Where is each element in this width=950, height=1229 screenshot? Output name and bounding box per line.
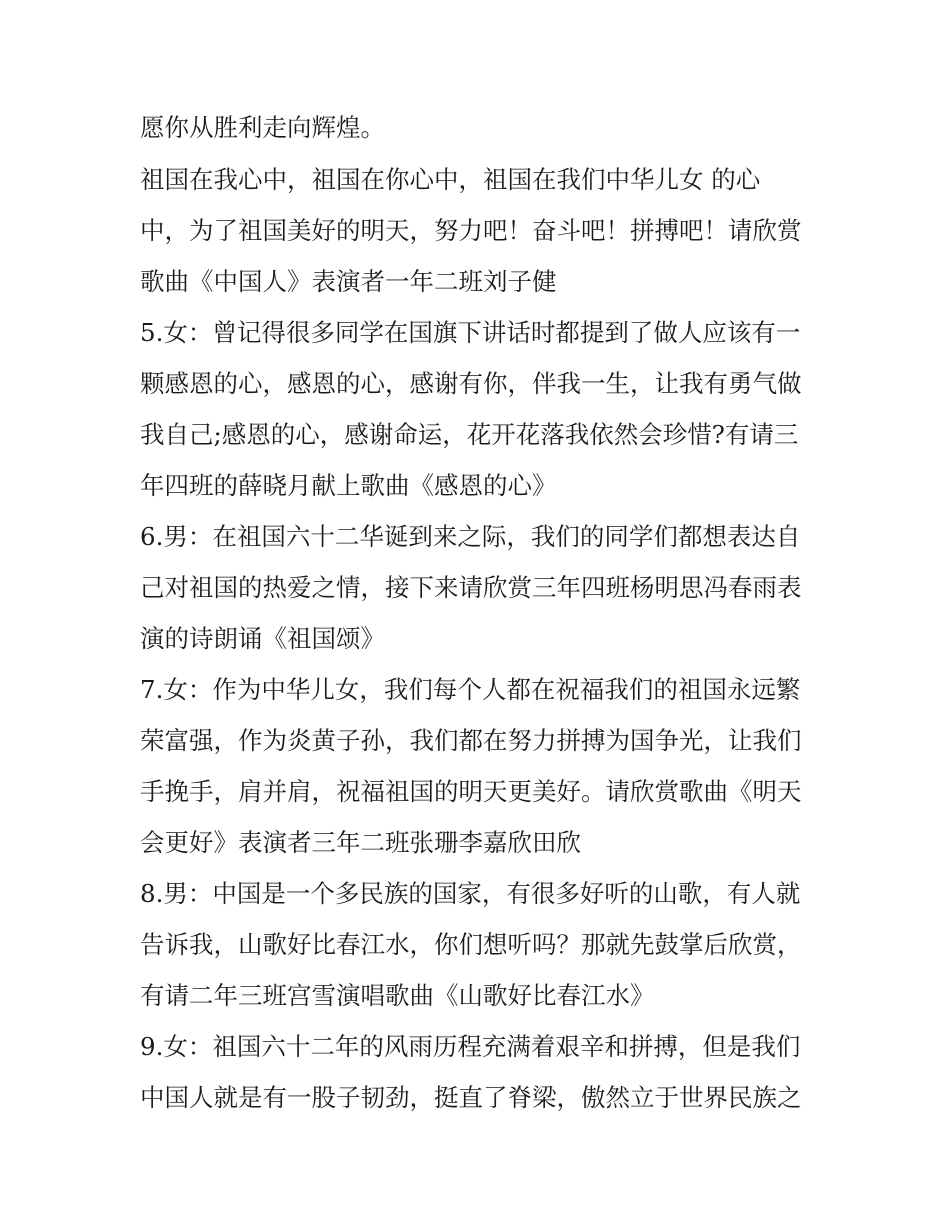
text-line: 8.男：中国是一个多民族的国家，有很多好听的山歌，有人就	[140, 879, 801, 908]
text-line: 6.男：在祖国六十二华诞到来之际，我们的同学们都想表达自	[140, 522, 801, 551]
text-line: 荣富强，作为炎黄子孙，我们都在努力拼搏为国争光，让我们	[140, 726, 802, 755]
text-line: 9.女：祖国六十二年的风雨历程充满着艰辛和拼搏，但是我们	[140, 1032, 801, 1061]
text-line: 我自己;感恩的心，感谢命运，花开花落我依然会珍惜?有请三	[140, 420, 799, 449]
text-line: 手挽手，肩并肩，祝福祖国的明天更美好。请欣赏歌曲《明天	[140, 777, 802, 806]
text-line: 5.女：曾记得很多同学在国旗下讲话时都提到了做人应该有一	[140, 318, 801, 347]
text-line: 中国人就是有一股子韧劲，挺直了脊梁，傲然立于世界民族之	[140, 1083, 802, 1112]
text-line: 歌曲《中国人》表演者一年二班刘子健	[140, 267, 557, 296]
text-line: 演的诗朗诵《祖国颂》	[140, 624, 385, 653]
text-line: 祖国在我心中，祖国在你心中，祖国在我们中华儿女 的心	[140, 165, 761, 194]
text-line: 愿你从胜利走向辉煌。	[140, 113, 385, 142]
text-line: 己对祖国的热爱之情，接下来请欣赏三年四班杨明思冯春雨表	[140, 573, 802, 602]
text-line: 中，为了祖国美好的明天，努力吧！奋斗吧！拼搏吧！请欣赏	[140, 216, 802, 245]
text-line: 颗感恩的心，感恩的心，感谢有你，伴我一生，让我有勇气做	[140, 369, 802, 398]
text-line: 年四班的薛晓月献上歌曲《感恩的心》	[140, 471, 557, 500]
text-line: 告诉我，山歌好比春江水，你们想听吗？那就先鼓掌后欣赏，	[140, 930, 802, 959]
text-line: 有请二年三班宫雪演唱歌曲《山歌好比春江水》	[140, 981, 655, 1010]
text-line: 会更好》表演者三年二班张珊李嘉欣田欣	[140, 828, 581, 857]
text-line: 7.女：作为中华儿女，我们每个人都在祝福我们的祖国永远繁	[140, 675, 801, 704]
